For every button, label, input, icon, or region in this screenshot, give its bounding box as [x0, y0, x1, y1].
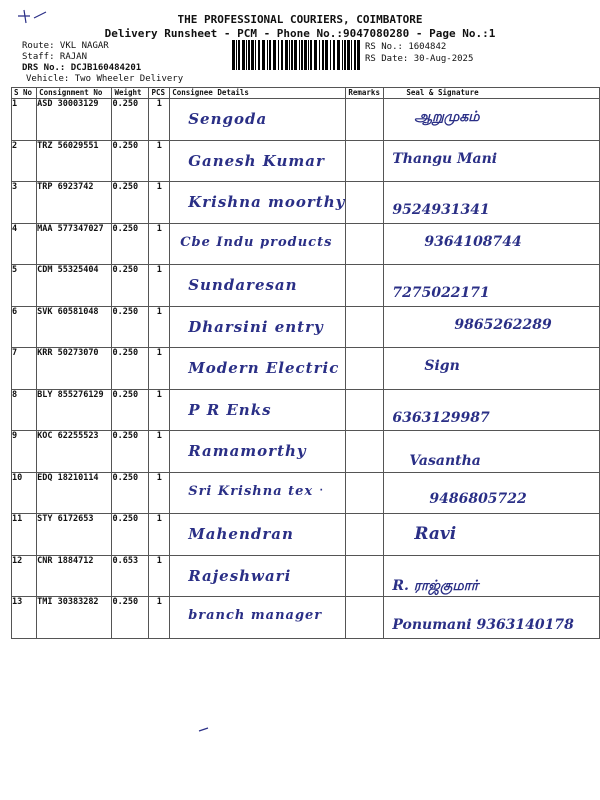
weight-cell: 0.250 [112, 265, 149, 307]
remarks-cell [346, 431, 384, 473]
table-row [12, 348, 600, 390]
consignee-cell [170, 99, 346, 141]
sno-cell: 13 [12, 597, 37, 639]
signature-text: 6363129987 [392, 409, 490, 426]
weight-cell: 0.250 [112, 348, 149, 390]
consignee-name: Cbe Indu products [180, 234, 333, 250]
signature-cell [384, 99, 600, 141]
consignment-cell: KRR 50273070 [37, 348, 112, 390]
signature-text: ஆறுமுகம் [414, 109, 480, 125]
sno-cell: 9 [12, 431, 37, 473]
col-header-consignment: Consignment No [37, 88, 112, 99]
pcs-cell: 1 [149, 472, 170, 514]
table-row [12, 306, 600, 348]
drs-label: DRS No.: DCJB160484201 [22, 63, 142, 73]
sno-cell: 7 [12, 348, 37, 390]
page-title: THE PROFESSIONAL COURIERS, COIMBATORE [177, 13, 423, 26]
consignee-name: Sundaresan [188, 276, 298, 294]
table-row [12, 472, 600, 514]
pcs-cell: 1 [149, 223, 170, 265]
consignee-cell [170, 514, 346, 556]
pcs-cell: 1 [149, 99, 170, 141]
signature-text: R. ராஜ்குமார் [392, 577, 479, 594]
pcs-cell: 1 [149, 597, 170, 639]
remarks-cell [346, 99, 384, 141]
table-row [12, 182, 600, 224]
remarks-cell [346, 182, 384, 224]
sno-cell: 11 [12, 514, 37, 556]
consignment-cell: CDM 55325404 [37, 265, 112, 307]
consignee-cell [170, 306, 346, 348]
remarks-cell [346, 514, 384, 556]
consignment-cell: EDQ 18210114 [37, 472, 112, 514]
consignment-cell: CNR 1884712 [37, 555, 112, 597]
weight-cell: 0.250 [112, 514, 149, 556]
staff-label: Staff: RAJAN [22, 52, 88, 62]
pcs-cell: 1 [149, 265, 170, 307]
remarks-cell [346, 597, 384, 639]
signature-text: 9524931341 [392, 202, 490, 218]
sno-cell: 4 [12, 223, 37, 265]
consignment-cell: TRZ 56029551 [37, 140, 112, 182]
consignment-cell: ASD 30003129 [37, 99, 112, 141]
consignee-name: Modern Electric [188, 359, 340, 377]
remarks-cell [346, 223, 384, 265]
sno-cell: 1 [12, 99, 37, 141]
sno-cell: 8 [12, 389, 37, 431]
weight-cell: 0.653 [112, 555, 149, 597]
consignment-cell: TRP 6923742 [37, 182, 112, 224]
col-header-weight: Weight [112, 88, 149, 99]
col-header-consignee: Consignee Details [170, 88, 346, 99]
signature-cell [384, 182, 600, 224]
consignment-cell: SVK 60581048 [37, 306, 112, 348]
col-header-signature: Seal & Signature [384, 88, 600, 99]
consignee-cell [170, 431, 346, 473]
table-row [12, 223, 600, 265]
consignee-name: Krishna moorthy [188, 193, 346, 211]
weight-cell: 0.250 [112, 472, 149, 514]
pcs-cell: 1 [149, 555, 170, 597]
consignee-cell [170, 555, 346, 597]
remarks-cell [346, 306, 384, 348]
pcs-cell: 1 [149, 348, 170, 390]
signature-cell [384, 140, 600, 182]
barcode-icon [232, 40, 362, 70]
remarks-cell [346, 555, 384, 597]
pcs-cell: 1 [149, 182, 170, 224]
remarks-cell [346, 140, 384, 182]
signature-text: 9865262289 [454, 316, 552, 333]
consignee-name: Dharsini entry [188, 317, 324, 336]
weight-cell: 0.250 [112, 389, 149, 431]
signature-cell [384, 514, 600, 556]
weight-cell: 0.250 [112, 182, 149, 224]
consignee-name: Mahendran [188, 525, 294, 543]
signature-cell [384, 389, 600, 431]
pcs-cell: 1 [149, 514, 170, 556]
consignee-name: P R Enks [188, 400, 272, 419]
vehicle-label: Vehicle: Two Wheeler Delivery [26, 74, 184, 84]
consignee-name: Rajeshwari [188, 566, 292, 585]
signature-cell [384, 348, 600, 390]
consignee-cell [170, 182, 346, 224]
table-row [12, 431, 600, 473]
table-row [12, 389, 600, 431]
consignee-name: branch manager [188, 608, 323, 623]
col-header-pcs: PCS [149, 88, 170, 99]
signature-cell [384, 431, 600, 473]
signature-cell [384, 597, 600, 639]
consignee-cell [170, 472, 346, 514]
signature-cell [384, 555, 600, 597]
table-row [12, 265, 600, 307]
sno-cell: 6 [12, 306, 37, 348]
signature-text: 9486805722 [429, 490, 527, 507]
pen-tick-icon [196, 725, 216, 735]
consignment-cell: STY 6172653 [37, 514, 112, 556]
signature-text: Thangu Mani [392, 150, 498, 167]
consignee-cell [170, 223, 346, 265]
weight-cell: 0.250 [112, 306, 149, 348]
consignment-cell: BLY 855276129 [37, 389, 112, 431]
pcs-cell: 1 [149, 306, 170, 348]
remarks-cell [346, 472, 384, 514]
table-row [12, 514, 600, 556]
consignment-cell: TMI 30383282 [37, 597, 112, 639]
sno-cell: 12 [12, 555, 37, 597]
sno-cell: 3 [12, 182, 37, 224]
signature-cell [384, 472, 600, 514]
table-row [12, 99, 600, 141]
remarks-cell [346, 389, 384, 431]
rs-number: RS No.: 1604842 [365, 42, 447, 52]
consignee-name: Ramamorthy [188, 442, 307, 460]
signature-text: 9364108744 [424, 233, 522, 250]
pcs-cell: 1 [149, 389, 170, 431]
consignee-cell [170, 140, 346, 182]
consignee-name: Ganesh Kumar [188, 151, 325, 170]
col-header-remarks: Remarks [346, 88, 384, 99]
signature-cell [384, 306, 600, 348]
runsheet-table [11, 87, 600, 639]
table-row [12, 140, 600, 182]
weight-cell: 0.250 [112, 597, 149, 639]
weight-cell: 0.250 [112, 140, 149, 182]
table-row [12, 597, 600, 639]
consignee-name: Sri Krishna tex [188, 483, 314, 499]
sno-cell: 10 [12, 472, 37, 514]
weight-cell: 0.250 [112, 223, 149, 265]
route-label: Route: VKL NAGAR [22, 41, 109, 51]
consignment-cell: MAA 577347027 [37, 223, 112, 265]
signature-text: Ponumani 9363140178 [392, 617, 574, 633]
remarks-cell [346, 348, 384, 390]
signature-text: Ravi [414, 524, 457, 544]
signature-text: Vasantha [409, 453, 481, 469]
signature-cell [384, 223, 600, 265]
rs-date: RS Date: 30-Aug-2025 [365, 54, 474, 64]
sno-cell: 5 [12, 265, 37, 307]
weight-cell: 0.250 [112, 431, 149, 473]
signature-text: 7275022171 [392, 285, 490, 301]
consignment-cell: KOC 62255523 [37, 431, 112, 473]
weight-cell: 0.250 [112, 99, 149, 141]
consignee-cell [170, 389, 346, 431]
consignee-cell [170, 597, 346, 639]
dot-mark: · [318, 484, 325, 496]
table-row [12, 555, 600, 597]
consignee-cell [170, 265, 346, 307]
pcs-cell: 1 [149, 431, 170, 473]
page-subtitle: Delivery Runsheet - PCM - Phone No.:9047080280 - Page No.:1 [104, 27, 496, 40]
pcs-cell: 1 [149, 140, 170, 182]
consignee-name: Sengoda [188, 110, 268, 128]
sno-cell: 2 [12, 140, 37, 182]
col-header-sno: S No [12, 88, 37, 99]
remarks-cell [346, 265, 384, 307]
consignee-cell [170, 348, 346, 390]
table-header-row [12, 88, 600, 99]
signature-cell [384, 265, 600, 307]
signature-text: Sign [424, 358, 460, 374]
